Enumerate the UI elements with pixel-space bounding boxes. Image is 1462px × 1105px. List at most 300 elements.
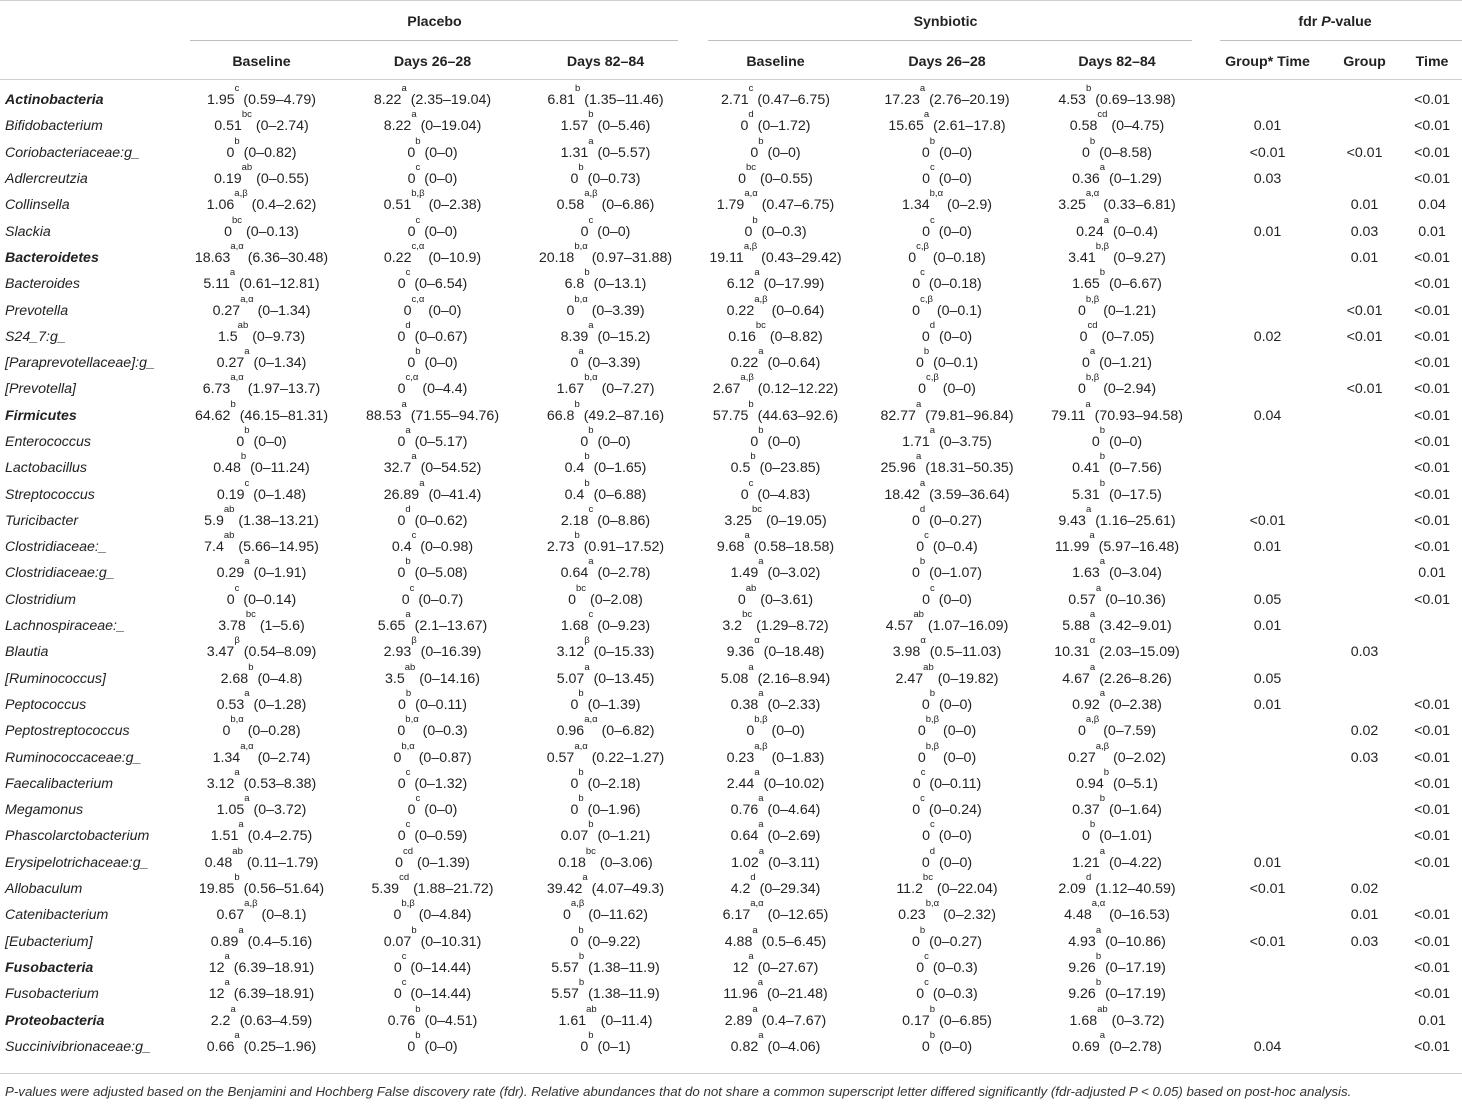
superscript-letters: c bbox=[588, 609, 594, 621]
abundance-cell bbox=[186, 503, 337, 534]
superscript-letters: c bbox=[401, 950, 407, 962]
abundance-cell bbox=[186, 214, 337, 244]
p-group bbox=[1327, 1034, 1402, 1060]
p-group-time bbox=[1208, 744, 1327, 770]
range-value: (0–4.84) bbox=[418, 907, 472, 924]
abundance-cell bbox=[868, 425, 1026, 455]
p-time: <0.01 bbox=[1414, 249, 1450, 266]
p-group: <0.01 bbox=[1346, 144, 1383, 161]
abundance-cell bbox=[528, 898, 683, 928]
p-time: <0.01 bbox=[1414, 749, 1450, 766]
superscript-letters: b bbox=[584, 477, 590, 489]
superscript-letters: b,α bbox=[230, 714, 244, 726]
taxon-name: Fusobacteria bbox=[5, 959, 94, 976]
taxon-name: Fusobacterium bbox=[5, 986, 99, 1003]
superscript-letters: ab bbox=[745, 582, 757, 594]
abundance-cell bbox=[1026, 898, 1208, 928]
abundance-cell bbox=[683, 819, 868, 849]
superscript-letters: b bbox=[574, 530, 580, 542]
table-row bbox=[0, 350, 1462, 376]
abundance-cell bbox=[868, 766, 1026, 797]
table-row bbox=[0, 771, 1462, 797]
median-value: 0.4 bbox=[564, 460, 585, 477]
abundance-cell bbox=[1026, 477, 1208, 507]
abundance-cell bbox=[868, 477, 1026, 507]
range-value: (0–54.52) bbox=[420, 460, 482, 477]
median-value: 0 bbox=[912, 276, 921, 293]
median-value: 0 bbox=[912, 933, 920, 950]
superscript-letters: a bbox=[1089, 530, 1095, 542]
superscript-letters: a bbox=[244, 346, 250, 358]
range-value: (0–0.87) bbox=[418, 749, 472, 766]
abundance-cell bbox=[868, 793, 1026, 823]
range-value: (0–0.3) bbox=[761, 223, 807, 240]
median-value: 3.25 bbox=[1058, 197, 1086, 214]
median-value: 0.48 bbox=[204, 854, 233, 871]
range-value: (0–4.75) bbox=[1111, 118, 1165, 135]
median-value: 0 bbox=[401, 591, 410, 608]
median-value: 0 bbox=[916, 539, 925, 556]
p-group-time bbox=[1208, 955, 1327, 981]
median-value: 3.98 bbox=[892, 644, 921, 661]
range-value: (0–8.82) bbox=[769, 328, 823, 345]
median-value: 0 bbox=[393, 907, 402, 924]
superscript-letters: a bbox=[758, 687, 764, 699]
median-value: 0 bbox=[1077, 381, 1086, 398]
p-group bbox=[1327, 271, 1402, 297]
median-value: 0 bbox=[915, 355, 924, 372]
median-value: 0 bbox=[407, 802, 416, 819]
p-group bbox=[1327, 1007, 1402, 1033]
superscript-letters: a,α bbox=[584, 714, 598, 726]
superscript-letters: b bbox=[1089, 135, 1096, 147]
range-value: (0–0.3) bbox=[422, 723, 468, 740]
superscript-letters: a,α bbox=[240, 740, 254, 752]
median-value: 0.57 bbox=[546, 749, 575, 766]
p-time: <0.01 bbox=[1414, 512, 1450, 529]
table-row bbox=[0, 560, 1462, 586]
range-value: (0.4–2.62) bbox=[251, 197, 317, 214]
taxon-name: Enterococcus bbox=[5, 434, 91, 450]
abundance-cell bbox=[683, 188, 868, 218]
median-value: 2.89 bbox=[724, 1012, 753, 1029]
range-value: (0–0) bbox=[1109, 434, 1143, 450]
superscript-letters: ab bbox=[586, 1003, 597, 1015]
col-synbiotic-days-82-84: Days 82–84 bbox=[1078, 53, 1156, 70]
abundance-cell bbox=[868, 950, 1026, 981]
abundance-cell bbox=[528, 425, 683, 455]
abundance-cell bbox=[683, 635, 868, 665]
abundance-cell bbox=[528, 582, 683, 613]
range-value: (0–5.08) bbox=[414, 565, 468, 582]
abundance-cell bbox=[186, 819, 337, 849]
abundance-cell bbox=[186, 740, 337, 770]
header-bottom-border bbox=[0, 79, 1462, 80]
range-value: (0–4.06) bbox=[767, 1038, 821, 1055]
p-time: <0.01 bbox=[1414, 171, 1450, 188]
median-value: 19.85 bbox=[198, 881, 235, 898]
range-value: (0–1.96) bbox=[587, 802, 641, 819]
abundance-cell bbox=[186, 372, 337, 402]
median-value: 0 bbox=[922, 828, 931, 845]
superscript-letters: b bbox=[405, 687, 412, 699]
median-value: 0 bbox=[398, 696, 406, 713]
superscript-letters: b bbox=[588, 109, 594, 121]
superscript-letters: a bbox=[1085, 398, 1091, 410]
superscript-letters: ab bbox=[1097, 1003, 1108, 1015]
range-value: (0–2.33) bbox=[767, 696, 821, 713]
superscript-letters: a bbox=[234, 1029, 240, 1041]
group-header-row bbox=[0, 0, 1462, 42]
abundance-cell bbox=[1026, 162, 1208, 192]
median-value: 0 bbox=[921, 696, 930, 713]
superscript-letters: a,β bbox=[1095, 740, 1110, 752]
p-time: <0.01 bbox=[1414, 486, 1450, 503]
median-value: 3.78 bbox=[218, 618, 246, 635]
superscript-letters: b bbox=[1099, 477, 1106, 489]
superscript-letters: α bbox=[920, 635, 926, 647]
median-value: 0.24 bbox=[1076, 223, 1104, 240]
superscript-letters: ab bbox=[404, 661, 416, 673]
median-value: 0.67 bbox=[216, 907, 245, 924]
table-row bbox=[0, 850, 1462, 876]
taxon-name: Bifidobacterium bbox=[5, 118, 103, 135]
range-value: (0.4–7.67) bbox=[761, 1012, 827, 1029]
abundance-cell bbox=[337, 872, 528, 902]
superscript-letters: b bbox=[929, 135, 936, 147]
superscript-letters: b,β bbox=[925, 740, 940, 752]
superscript-letters: b bbox=[578, 687, 584, 699]
superscript-letters: b bbox=[1099, 451, 1106, 463]
abundance-cell bbox=[868, 687, 1026, 718]
range-value: (0–1.21) bbox=[1103, 302, 1157, 319]
abundance-cell bbox=[1026, 214, 1208, 244]
median-value: 0 bbox=[580, 1038, 589, 1055]
range-value: (1.97–13.7) bbox=[247, 381, 321, 398]
column-header-row bbox=[0, 42, 1462, 81]
abundance-cell bbox=[868, 109, 1026, 139]
median-value: 1.34 bbox=[212, 749, 241, 766]
median-value: 0.22 bbox=[730, 355, 759, 372]
median-value: 0 bbox=[1077, 723, 1086, 740]
median-value: 0.48 bbox=[213, 460, 241, 477]
median-value: 0 bbox=[922, 591, 931, 608]
range-value: (1.35–11.46) bbox=[584, 92, 664, 109]
range-value: (0–2.69) bbox=[767, 828, 821, 845]
superscript-letters: b bbox=[234, 135, 240, 147]
median-value: 0 bbox=[570, 933, 579, 950]
range-value: (0–3.04) bbox=[1109, 565, 1162, 582]
range-value: (0–0.67) bbox=[414, 328, 468, 345]
superscript-letters: b bbox=[750, 451, 756, 463]
superscript-letters: a,β bbox=[1085, 714, 1100, 726]
range-value: (0–2.9) bbox=[947, 197, 992, 214]
range-value: (0–10.86) bbox=[1105, 933, 1166, 950]
median-value: 1.21 bbox=[1072, 854, 1100, 871]
range-value: (2.76–20.19) bbox=[929, 92, 1010, 109]
p-group-time bbox=[1208, 481, 1327, 507]
superscript-letters: a,α bbox=[744, 188, 758, 200]
p-group: <0.01 bbox=[1346, 381, 1383, 398]
superscript-letters: c bbox=[588, 214, 594, 226]
taxon-name: Coriobacteriaceae:g_ bbox=[5, 144, 140, 161]
median-value: 2.44 bbox=[726, 775, 755, 792]
range-value: (0–0.98) bbox=[420, 539, 474, 556]
superscript-letters: b bbox=[748, 398, 754, 410]
abundance-cell bbox=[528, 451, 683, 481]
abundance-cell bbox=[683, 477, 868, 507]
range-value: (0–11.62) bbox=[588, 907, 648, 924]
superscript-letters: cd bbox=[403, 845, 414, 857]
range-value: (0–2.32) bbox=[943, 907, 996, 924]
range-value: (0–0.1) bbox=[933, 355, 979, 372]
superscript-letters: c bbox=[924, 530, 929, 542]
superscript-letters: b bbox=[578, 793, 584, 805]
p-group bbox=[1327, 981, 1402, 1007]
superscript-letters: b,α bbox=[925, 898, 940, 910]
range-value: (0–2.18) bbox=[587, 775, 641, 792]
abundance-cell bbox=[683, 582, 868, 613]
range-value: (0–0) bbox=[939, 1038, 973, 1055]
superscript-letters: a,α bbox=[230, 372, 244, 384]
taxon-name: [Prevotella] bbox=[5, 381, 76, 398]
p-group-time bbox=[1208, 192, 1327, 218]
range-value: (0–0) bbox=[939, 696, 973, 713]
taxon-name: Prevotella bbox=[5, 302, 69, 319]
abundance-cell bbox=[528, 319, 683, 350]
superscript-letters: c bbox=[405, 766, 411, 778]
median-value: 5.65 bbox=[377, 618, 406, 635]
abundance-cell bbox=[868, 556, 1026, 586]
abundance-cell bbox=[683, 398, 868, 429]
range-value: (0–11.24) bbox=[250, 460, 310, 477]
median-value: 4.53 bbox=[1058, 92, 1086, 109]
superscript-letters: c bbox=[405, 267, 411, 279]
col-placebo-days-82-84: Days 82–84 bbox=[566, 53, 645, 70]
abundance-cell bbox=[528, 1003, 683, 1033]
median-value: 2.18 bbox=[560, 512, 589, 529]
median-value: 0 bbox=[1091, 434, 1100, 450]
p-group-time bbox=[1208, 771, 1327, 797]
superscript-letters: b bbox=[234, 872, 240, 884]
range-value: (0–0) bbox=[424, 1038, 458, 1055]
range-value: (0–0) bbox=[939, 144, 973, 161]
superscript-letters: a,α bbox=[230, 240, 244, 252]
median-value: 0 bbox=[397, 381, 406, 398]
median-value: 1.49 bbox=[730, 565, 759, 582]
p-group bbox=[1327, 587, 1402, 613]
median-value: 0 bbox=[407, 144, 416, 161]
taxon-name: Lachnospiraceae:_ bbox=[5, 618, 125, 635]
superscript-letters: c bbox=[920, 766, 926, 778]
abundance-cell bbox=[683, 1029, 868, 1060]
abundance-cell bbox=[1026, 530, 1208, 560]
taxon-name: Adlercreutzia bbox=[5, 171, 88, 188]
fdr-p: P bbox=[1321, 14, 1331, 30]
range-value: (0–1.65) bbox=[593, 460, 647, 477]
abundance-cell bbox=[1026, 609, 1208, 639]
median-value: 1.68 bbox=[560, 618, 589, 635]
p-group-time: 0.05 bbox=[1253, 670, 1282, 687]
abundance-cell bbox=[868, 1003, 1026, 1033]
range-value: (0.12–12.22) bbox=[757, 381, 839, 398]
median-value: 2.09 bbox=[1058, 881, 1086, 898]
range-value: (0–1.01) bbox=[1099, 828, 1152, 845]
abundance-cell bbox=[683, 766, 868, 797]
range-value: (0–0.27) bbox=[929, 512, 982, 529]
abundance-cell bbox=[528, 793, 683, 823]
range-value: (0–3.72) bbox=[1111, 1012, 1165, 1029]
abundance-cell bbox=[337, 740, 528, 770]
range-value: (0–0.27) bbox=[929, 933, 982, 950]
range-value: (0–0) bbox=[943, 749, 977, 766]
median-value: 0.64 bbox=[560, 565, 589, 582]
range-value: (0–29.34) bbox=[759, 881, 821, 898]
abundance-cell bbox=[868, 503, 1026, 534]
superscript-letters: bc bbox=[585, 845, 596, 857]
abundance-cell bbox=[683, 530, 868, 560]
abundance-cell bbox=[683, 293, 868, 323]
table-row bbox=[0, 797, 1462, 823]
range-value: (0–0) bbox=[597, 223, 631, 240]
range-value: (0–0) bbox=[597, 434, 631, 450]
abundance-cell bbox=[868, 898, 1026, 928]
p-group-time: 0.04 bbox=[1253, 407, 1282, 424]
superscript-letters: a bbox=[244, 556, 250, 568]
range-value: (0.22–1.27) bbox=[591, 749, 665, 766]
median-value: 1.67 bbox=[556, 381, 585, 398]
range-value: (0.61–12.81) bbox=[239, 276, 320, 293]
median-value: 5.11 bbox=[203, 276, 230, 293]
median-value: 5.57 bbox=[551, 959, 579, 976]
median-value: 25.96 bbox=[880, 460, 916, 477]
p-group-time bbox=[1208, 376, 1327, 402]
abundance-cell bbox=[683, 425, 868, 455]
abundance-cell bbox=[528, 766, 683, 797]
superscript-letters: b bbox=[1099, 267, 1106, 279]
p-group bbox=[1327, 666, 1402, 692]
abundance-cell bbox=[868, 346, 1026, 376]
abundance-cell bbox=[528, 293, 683, 323]
taxon-name: Bacteroidetes bbox=[5, 249, 99, 266]
range-value: (0–9.22) bbox=[587, 933, 641, 950]
superscript-letters: a bbox=[752, 1003, 758, 1015]
superscript-letters: a bbox=[929, 425, 936, 436]
range-value: (0–1.48) bbox=[253, 486, 307, 503]
abundance-cell bbox=[528, 609, 683, 639]
range-value: (0–4.83) bbox=[757, 486, 811, 503]
superscript-letters: a bbox=[588, 135, 594, 147]
abundance-cell bbox=[868, 293, 1026, 323]
range-value: (0–6.67) bbox=[1109, 276, 1162, 293]
median-value: 0 bbox=[397, 723, 406, 740]
p-group-time bbox=[1208, 297, 1327, 323]
median-value: 0 bbox=[912, 802, 921, 819]
median-value: 0.16 bbox=[728, 328, 756, 345]
p-group: 0.03 bbox=[1350, 749, 1379, 766]
range-value: (0–10.31) bbox=[420, 933, 482, 950]
range-value: (0–0) bbox=[943, 723, 977, 740]
median-value: 0 bbox=[1079, 328, 1088, 345]
superscript-letters: a bbox=[744, 530, 750, 542]
p-group bbox=[1327, 560, 1402, 586]
range-value: (0–0.24) bbox=[928, 802, 982, 819]
range-value: (0–41.4) bbox=[428, 486, 482, 503]
p-group: <0.01 bbox=[1346, 302, 1383, 319]
median-value: 64.62 bbox=[194, 407, 231, 424]
median-value: 39.42 bbox=[546, 881, 583, 898]
median-value: 0.76 bbox=[387, 1012, 416, 1029]
abundance-cell bbox=[868, 398, 1026, 429]
median-value: 0.23 bbox=[898, 907, 926, 924]
range-value: (0–0) bbox=[938, 223, 972, 240]
abundance-cell bbox=[1026, 81, 1208, 113]
range-value: (0–1.21) bbox=[597, 828, 651, 845]
superscript-letters: a bbox=[229, 267, 236, 279]
abundance-cell bbox=[337, 372, 528, 402]
superscript-letters: a,β bbox=[584, 188, 598, 200]
range-value: (0–0) bbox=[938, 591, 972, 608]
col-time: Time bbox=[1415, 53, 1449, 70]
abundance-cell bbox=[186, 477, 337, 507]
table-row bbox=[0, 140, 1462, 166]
abundance-cell bbox=[337, 398, 528, 429]
median-value: 0 bbox=[570, 696, 579, 713]
median-value: 0.41 bbox=[1072, 460, 1100, 477]
median-value: 0 bbox=[912, 512, 920, 529]
superscript-letters: a bbox=[748, 950, 754, 962]
range-value: (0–0.11) bbox=[415, 696, 467, 713]
range-value: (0–6.88) bbox=[593, 486, 647, 503]
abundance-cell bbox=[868, 81, 1026, 113]
superscript-letters: a bbox=[234, 766, 240, 778]
range-value: (0–0.64) bbox=[767, 355, 821, 372]
superscript-letters: a bbox=[1099, 556, 1106, 568]
superscript-letters: a bbox=[754, 267, 760, 279]
median-value: 0.36 bbox=[1072, 171, 1100, 188]
median-value: 12 bbox=[208, 986, 225, 1003]
col-synbiotic-days-26-28: Days 26–28 bbox=[908, 53, 986, 70]
taxon-name: Erysipelotrichaceae:g_ bbox=[5, 854, 149, 871]
superscript-letters: bc bbox=[576, 582, 587, 594]
superscript-letters: a bbox=[758, 1029, 764, 1041]
abundance-cell bbox=[683, 924, 868, 955]
range-value: (0–16.53) bbox=[1109, 907, 1170, 924]
median-value: 0 bbox=[568, 591, 577, 608]
abundance-cell bbox=[683, 556, 868, 586]
abundance-cell bbox=[683, 451, 868, 481]
p-group bbox=[1327, 797, 1402, 823]
range-value: (0.43–29.42) bbox=[761, 249, 842, 266]
range-value: (0–0.55) bbox=[256, 171, 309, 188]
median-value: 0 bbox=[570, 775, 579, 792]
superscript-letters: ab bbox=[223, 530, 235, 542]
range-value: (0–3.02) bbox=[767, 565, 821, 582]
abundance-cell bbox=[1026, 845, 1208, 876]
superscript-letters: d bbox=[1085, 872, 1092, 884]
median-value: 1.06 bbox=[206, 197, 235, 214]
table-row bbox=[0, 876, 1462, 902]
superscript-letters: ab bbox=[241, 162, 253, 174]
superscript-letters: a,α bbox=[1091, 898, 1106, 910]
abundance-cell bbox=[186, 556, 337, 586]
p-time: 0.01 bbox=[1418, 1012, 1446, 1029]
median-value: 11.99 bbox=[1054, 539, 1090, 556]
median-value: 2.67 bbox=[712, 381, 741, 398]
abundance-cell bbox=[1026, 872, 1208, 902]
range-value: (0–0) bbox=[771, 723, 805, 740]
abundance-cell bbox=[528, 845, 683, 876]
